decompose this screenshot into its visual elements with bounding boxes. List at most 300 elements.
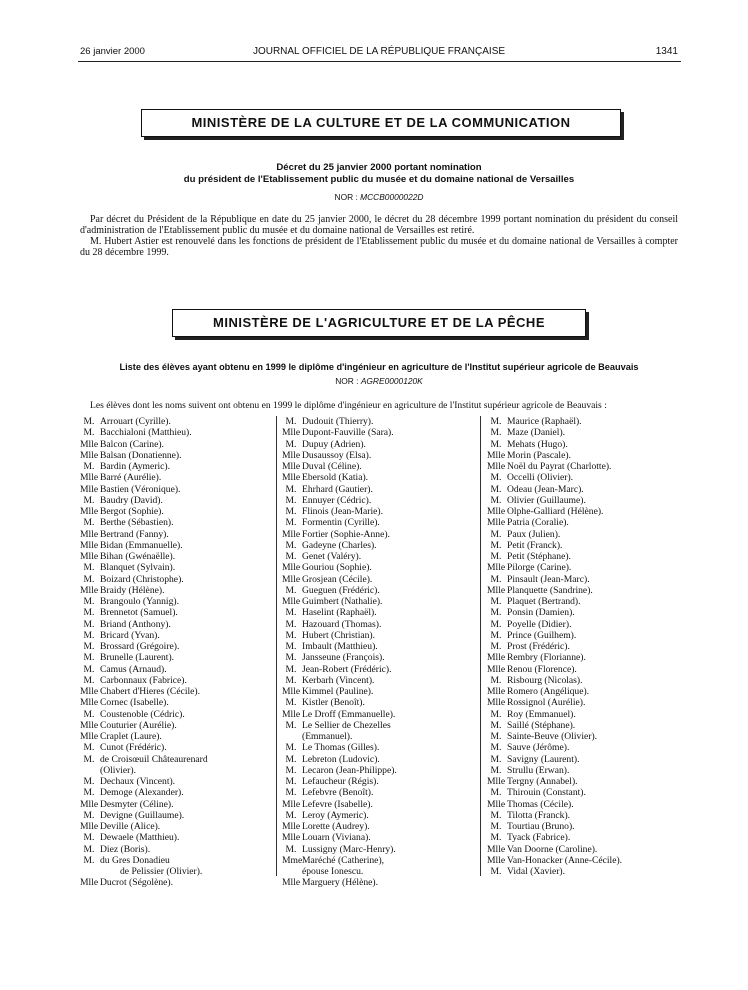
list-item-name: Brennetot (Samuel). <box>100 607 178 619</box>
list-item <box>487 517 622 528</box>
list-item-title: M. <box>83 854 95 866</box>
list-item-title: M. <box>83 776 95 787</box>
list-item-title: M. <box>285 753 297 765</box>
list-item-name: Maze (Daniel). <box>507 427 566 439</box>
decree-nor <box>80 192 678 202</box>
ministry-agriculture-heading: MINISTÈRE DE L'AGRICULTURE ET DE LA PÊCHE <box>213 315 545 330</box>
list-item-title: M. <box>490 618 502 630</box>
list-item-title: M. <box>285 843 297 855</box>
names-column-1 <box>80 416 208 889</box>
list-item-title: M. <box>490 866 502 877</box>
list-item-title: M. <box>83 607 95 619</box>
list-item-name: Bardin (Aymeric). <box>100 461 170 472</box>
list-item-title: M. <box>490 607 502 619</box>
list-item-title: M. <box>285 663 297 675</box>
list-item <box>282 540 397 551</box>
list-item <box>282 495 397 506</box>
list-item-title: M. <box>83 663 95 675</box>
list-item-title: M. <box>490 674 502 686</box>
list-item <box>487 472 622 483</box>
list-item-title: Mlle <box>80 438 99 450</box>
list-item-name: Tergny (Annabel). <box>507 776 578 787</box>
list-item-title: M. <box>285 494 297 506</box>
list-item-name: Occelli (Olivier). <box>507 472 574 484</box>
list-item <box>282 585 397 596</box>
list-item-name: Romero (Angélique). <box>507 686 590 697</box>
list-item-name: Tourtiau (Bruno). <box>507 821 575 832</box>
list-item-name: Flinois (Jean-Marie). <box>302 506 383 517</box>
list-item-title: M. <box>490 539 502 551</box>
list-item <box>80 731 208 742</box>
list-item <box>487 821 622 832</box>
list-item-name: Kistler (Benoît). <box>302 697 365 709</box>
list-nor <box>80 376 678 386</box>
list-item-title: M. <box>285 652 297 664</box>
list-item-title: M. <box>490 438 502 450</box>
list-item-title: Mlle <box>80 449 99 461</box>
list-item <box>282 472 397 483</box>
list-item <box>282 731 397 742</box>
list-item-title: M. <box>285 607 297 619</box>
list-item-name: Dewaele (Matthieu). <box>100 832 180 844</box>
decree-paragraph-2: M. Hubert Astier est renouvelé dans les fonctions de président de l'Etablissement public du musée et du domaine national de Versailles à compter du 28 décembre 1999. <box>80 236 678 258</box>
list-item <box>487 484 622 495</box>
list-item-name: Pinsault (Jean-Marc). <box>507 573 590 585</box>
list-item-name: Boizard (Christophe). <box>100 573 184 585</box>
list-item-title: M. <box>490 416 502 427</box>
list-item <box>487 776 622 787</box>
list-item <box>282 427 397 438</box>
list-item <box>282 776 397 787</box>
list-item-name: Brangoulo (Yannig). <box>100 596 179 607</box>
list-item-title: M. <box>83 596 95 607</box>
list-item <box>487 562 622 573</box>
list-item <box>487 709 622 720</box>
list-item <box>80 529 208 540</box>
list-item-name: (Emmanuel). <box>302 731 353 742</box>
list-item-title: Mlle <box>487 517 506 529</box>
list-item-title: Mlle <box>282 832 301 844</box>
list-item-name: Couturier (Aurélie). <box>100 719 177 731</box>
list-item-title: M. <box>83 562 95 574</box>
list-item-name: Petit (Franck). <box>507 539 563 551</box>
list-item <box>487 810 622 821</box>
list-item <box>80 585 208 596</box>
list-item <box>487 574 622 585</box>
list-item-name: Cunot (Frédéric). <box>100 742 167 754</box>
list-item-title: M. <box>285 551 297 562</box>
list-item-title: Mlle <box>282 528 301 540</box>
list-item-title: M. <box>285 674 297 686</box>
list-item-title: Mlle <box>80 821 99 832</box>
list-item <box>80 596 208 607</box>
running-header <box>80 46 678 62</box>
list-item <box>282 652 397 663</box>
list-item <box>80 787 208 798</box>
list-item-title: M. <box>83 629 95 641</box>
list-item <box>282 799 397 810</box>
list-item <box>487 742 622 753</box>
list-item <box>80 484 208 495</box>
list-item-name: Ennuyer (Cédric). <box>302 494 372 506</box>
list-item-title: Mlle <box>487 686 506 697</box>
list-item-name: Brunelle (Laurent). <box>100 652 175 664</box>
list-item-title: M. <box>83 742 95 754</box>
list-item <box>80 495 208 506</box>
list-title: Liste des élèves ayant obtenu en 1999 le diplôme d'ingénieur en agriculture de l'Institut supérieur agricole de Beauvais <box>119 362 639 372</box>
list-item-title: M. <box>490 629 502 641</box>
list-item <box>80 742 208 753</box>
list-item-title: Mlle <box>80 798 99 810</box>
list-item-name: Louarn (Viviana). <box>302 832 371 844</box>
list-item-title: Mlle <box>80 551 99 562</box>
list-item-name: Lefaucheur (Régis). <box>302 776 379 787</box>
list-item <box>282 686 397 697</box>
list-item <box>487 585 622 596</box>
list-item-title: M. <box>285 809 297 821</box>
decree-paragraph-1: Par décret du Président de la République en date du 25 janvier 2000, le décret du 28 décembre 1999 portant nomination du président du conseil d'administration de l'Etablissement public du musée et du domaine national de Versailles est retiré. <box>80 214 678 236</box>
list-item <box>282 675 397 686</box>
list-item-name: Maurice (Raphaël). <box>507 416 582 427</box>
list-item-title: M. <box>490 764 502 776</box>
list-item-title: M. <box>285 618 297 630</box>
list-item-title: M. <box>285 539 297 551</box>
list-item-title: M. <box>285 697 297 709</box>
list-item-name: Renou (Florence). <box>507 663 577 675</box>
list-item-name: Diez (Boris). <box>100 843 151 855</box>
list-item-title: M. <box>490 551 502 562</box>
list-item-name: Dechaux (Vincent). <box>100 776 176 787</box>
list-item <box>80 765 208 776</box>
list-item <box>487 664 622 675</box>
list-item-name: Marguery (Hélène). <box>302 877 379 889</box>
list-item <box>487 439 622 450</box>
list-item-title: M. <box>490 494 502 506</box>
ministry-culture-heading: MINISTÈRE DE LA CULTURE ET DE LA COMMUNICATION <box>191 115 571 130</box>
list-item <box>80 551 208 562</box>
names-column-2 <box>282 416 397 889</box>
list-item-name: Dupont-Fauville (Sara). <box>302 427 394 439</box>
list-item <box>80 517 208 528</box>
list-item <box>80 832 208 843</box>
list-item <box>282 697 397 708</box>
list-item-name: Mehats (Hugo). <box>507 438 568 450</box>
list-item-title: M. <box>490 528 502 540</box>
list-item-name: Olphe-Galliard (Hélène). <box>507 506 604 517</box>
list-item-name: Morin (Pascale). <box>507 449 571 461</box>
list-item-title: Mlle <box>487 449 506 461</box>
list-item-title: Mlle <box>282 596 301 607</box>
list-item-name: Rembry (Florianne). <box>507 652 586 664</box>
list-item <box>282 484 397 495</box>
list-item-name: Lefevre (Isabelle). <box>302 798 373 810</box>
list-item <box>487 427 622 438</box>
list-item <box>487 675 622 686</box>
list-item-name: Formentin (Cyrille). <box>302 517 380 529</box>
list-item <box>80 855 208 866</box>
list-item-title: Mlle <box>487 562 506 574</box>
list-item-name: Jansseune (François). <box>302 652 385 664</box>
list-item-name: Grosjean (Cécile). <box>302 573 373 585</box>
list-item <box>487 495 622 506</box>
list-item-name: Dupuy (Adrien). <box>302 438 366 450</box>
list-item <box>282 596 397 607</box>
list-item-name: Van-Honacker (Anne-Cécile). <box>507 854 623 866</box>
list-item <box>80 776 208 787</box>
list-item-title: M. <box>490 809 502 821</box>
list-item-name: Pilorge (Carine). <box>507 562 572 574</box>
list-item-title: M. <box>285 787 297 799</box>
list-item <box>80 664 208 675</box>
list-item-name: Leroy (Aymeric). <box>302 809 369 821</box>
list-item <box>80 641 208 652</box>
list-item-title: Mlle <box>282 461 301 472</box>
list-item <box>487 461 622 472</box>
list-item <box>282 855 397 866</box>
list-item-title: M. <box>285 438 297 450</box>
list-nor-label: NOR : <box>335 376 361 386</box>
list-item <box>282 529 397 540</box>
list-item-title: Mlle <box>487 506 506 517</box>
list-intro-text: Les élèves dont les noms suivent ont obtenu en 1999 le diplôme d'ingénieur en agriculture de l'Institut supérieur agricole de Beauvais : <box>90 400 607 411</box>
list-item-name: Deville (Alice). <box>100 821 161 832</box>
list-item-name: Poyelle (Didier). <box>507 618 572 630</box>
list-item <box>487 720 622 731</box>
list-item-name: Fortier (Sophie-Anne). <box>302 528 390 540</box>
list-item <box>282 742 397 753</box>
list-item-title: M. <box>83 708 95 720</box>
list-item-name: Ehrhard (Gautier). <box>302 483 373 495</box>
list-item <box>487 697 622 708</box>
list-item <box>282 664 397 675</box>
list-item-title: M. <box>285 641 297 652</box>
list-item <box>487 596 622 607</box>
list-item-name: du Gres Donadieu <box>100 854 170 866</box>
list-item <box>282 754 397 765</box>
list-item <box>282 551 397 562</box>
list-item <box>282 607 397 618</box>
list-item-name: Vidal (Xavier). <box>507 866 566 877</box>
list-item-name: de Pelissier (Olivier). <box>120 866 203 877</box>
header-journal-title: JOURNAL OFFICIEL DE LA RÉPUBLIQUE FRANÇAISE <box>252 46 506 57</box>
list-item-title: M. <box>83 416 95 427</box>
list-item <box>80 472 208 483</box>
header-date: 26 janvier 2000 <box>80 46 145 57</box>
list-item <box>282 562 397 573</box>
list-item <box>80 461 208 472</box>
list-item-name: Kerbarh (Vincent). <box>302 674 375 686</box>
list-item <box>282 439 397 450</box>
list-item-name: Tilotta (Franck). <box>507 809 571 821</box>
list-item-name: Blanquet (Sylvain). <box>100 562 176 574</box>
list-item-title: Mlle <box>487 776 506 787</box>
list-item <box>282 810 397 821</box>
list-item <box>80 799 208 810</box>
list-item-title: Mlle <box>487 663 506 675</box>
list-item <box>80 416 208 427</box>
list-item <box>487 731 622 742</box>
list-item <box>487 832 622 843</box>
list-item-title: M. <box>83 753 95 765</box>
list-item-name: Balsan (Donatienne). <box>100 449 182 461</box>
list-item <box>80 844 208 855</box>
list-nor-code: AGRE0000120K <box>360 376 423 386</box>
list-item-name: Duval (Céline). <box>302 461 362 472</box>
list-item-name: Prince (Guilhem). <box>507 629 577 641</box>
list-item <box>487 866 622 877</box>
list-item-name: Le Sellier de Chezelles <box>302 719 391 731</box>
decree-nor-code: MCCB0000022D <box>360 192 424 202</box>
list-item-name: Bertrand (Fanny). <box>100 528 169 540</box>
list-item-title: M. <box>83 652 95 664</box>
list-item-name: Savigny (Laurent). <box>507 753 580 765</box>
list-item-title: Mlle <box>282 686 301 697</box>
list-item <box>80 686 208 697</box>
list-item <box>282 832 397 843</box>
list-item <box>282 787 397 798</box>
list-item-name: Dudouit (Thierry). <box>302 416 374 427</box>
list-item-name: Gouriou (Sophie). <box>302 562 372 574</box>
list-item <box>487 450 622 461</box>
list-item <box>80 697 208 708</box>
list-item-title: Mlle <box>487 798 506 810</box>
list-item-name: Devigne (Guillaume). <box>100 809 185 821</box>
list-item <box>282 709 397 720</box>
list-item-name: Kimmel (Pauline). <box>302 686 374 697</box>
list-item <box>80 720 208 731</box>
list-item-name: Van Doorne (Caroline). <box>507 843 598 855</box>
list-item <box>487 619 622 630</box>
list-item-title: M. <box>490 641 502 652</box>
list-item-title: M. <box>83 787 95 799</box>
list-item-title: Mlle <box>487 652 506 664</box>
list-item-name: Dusaussoy (Elsa). <box>302 449 372 461</box>
list-item <box>487 765 622 776</box>
list-item <box>487 607 622 618</box>
list-item <box>487 754 622 765</box>
list-item <box>80 630 208 641</box>
list-item-name: Strullu (Erwan). <box>507 764 570 776</box>
list-item <box>282 630 397 641</box>
list-item-name: Demoge (Alexander). <box>100 787 184 799</box>
list-item <box>80 450 208 461</box>
list-item-title: M. <box>285 517 297 529</box>
list-item-title: M. <box>490 742 502 754</box>
list-item <box>282 821 397 832</box>
list-item <box>487 855 622 866</box>
ministry-culture-box <box>141 109 621 137</box>
list-item-name: Lussigny (Marc-Henry). <box>302 843 396 855</box>
list-item-title: M. <box>83 832 95 844</box>
list-item-title: M. <box>83 573 95 585</box>
list-item-name: Le Thomas (Gilles). <box>302 742 380 754</box>
list-item <box>487 787 622 798</box>
list-item <box>282 517 397 528</box>
list-item-name: Hubert (Christian). <box>302 629 376 641</box>
list-item-title: M. <box>83 618 95 630</box>
list-item-name: Rossignol (Aurélie). <box>507 697 586 709</box>
list-item <box>282 574 397 585</box>
list-item-title: Mlle <box>282 562 301 574</box>
list-item-name: Braidy (Hélène). <box>100 584 165 596</box>
list-item <box>80 652 208 663</box>
list-item-name: (Olivier). <box>100 764 136 776</box>
list-item-name: Le Droff (Emmanuelle). <box>302 708 396 720</box>
decree-nor-label: NOR : <box>334 192 361 202</box>
list-item-name: Petit (Stéphane). <box>507 551 571 562</box>
list-item-name: Bastien (Véronique). <box>100 483 181 495</box>
list-item-name: Chabert d'Hieres (Cécile). <box>100 686 201 697</box>
list-item <box>80 709 208 720</box>
list-item-name: Olivier (Guillaume). <box>507 494 586 506</box>
list-item-name: Tyack (Fabrice). <box>507 832 571 844</box>
list-item-title: Mlle <box>80 539 99 551</box>
list-item-title: Mlle <box>487 843 506 855</box>
list-item-name: Saillé (Stéphane). <box>507 719 576 731</box>
list-item-title: M. <box>83 809 95 821</box>
list-item-title: Mlle <box>80 584 99 596</box>
list-item <box>487 506 622 517</box>
list-item <box>282 877 397 888</box>
list-item-title: M. <box>83 494 95 506</box>
list-item-title: M. <box>490 573 502 585</box>
list-item <box>80 427 208 438</box>
list-item-name: Plaquet (Bertrand). <box>507 596 581 607</box>
list-item <box>80 754 208 765</box>
list-item-name: Lebreton (Ludovic). <box>302 753 380 765</box>
list-item-name: Imbault (Matthieu). <box>302 641 378 652</box>
list-item-name: Jean-Robert (Frédéric). <box>302 663 392 675</box>
list-item-name: Briand (Anthony). <box>100 618 171 630</box>
list-item <box>80 607 208 618</box>
list-item-title: Mlle <box>282 708 301 720</box>
list-item <box>487 630 622 641</box>
list-item-name: Maréché (Catherine), <box>302 854 385 866</box>
list-item-title: M. <box>285 506 297 517</box>
ministry-agriculture-box <box>172 309 586 337</box>
list-item-name: Craplet (Laure). <box>100 731 162 742</box>
list-item-name: Thomas (Cécile). <box>507 798 574 810</box>
list-item-name: de Croisœuil Châteaurenard <box>100 753 208 765</box>
list-item-name: Haselint (Raphaël). <box>302 607 377 619</box>
list-item-title: M. <box>83 674 95 686</box>
column-divider-1 <box>276 416 277 876</box>
list-item <box>282 765 397 776</box>
list-item-title: M. <box>490 821 502 832</box>
list-item <box>80 506 208 517</box>
list-item <box>80 540 208 551</box>
list-item-name: Ponsin (Damien). <box>507 607 575 619</box>
list-item <box>80 619 208 630</box>
list-item-title: M. <box>285 483 297 495</box>
list-item-title: Mlle <box>80 472 99 484</box>
list-item <box>282 844 397 855</box>
list-item-name: Barré (Aurélie). <box>100 472 162 484</box>
list-item-name: Ebersold (Katia). <box>302 472 369 484</box>
list-item-name: Berthe (Sébastien). <box>100 517 174 529</box>
list-item-name: Bergot (Sophie). <box>100 506 164 517</box>
list-item-name: Sauve (Jérôme). <box>507 742 570 754</box>
list-item-title: Mme <box>282 854 303 866</box>
list-item <box>80 821 208 832</box>
list-item <box>487 529 622 540</box>
list-item-name: Genet (Valéry). <box>302 551 362 562</box>
list-item-name: Arrouart (Cyrille). <box>100 416 171 427</box>
list-item-name: Bacchialoni (Matthieu). <box>100 427 192 439</box>
list-item <box>487 799 622 810</box>
list-item-title: Mlle <box>80 483 99 495</box>
list-item-title: M. <box>83 427 95 439</box>
